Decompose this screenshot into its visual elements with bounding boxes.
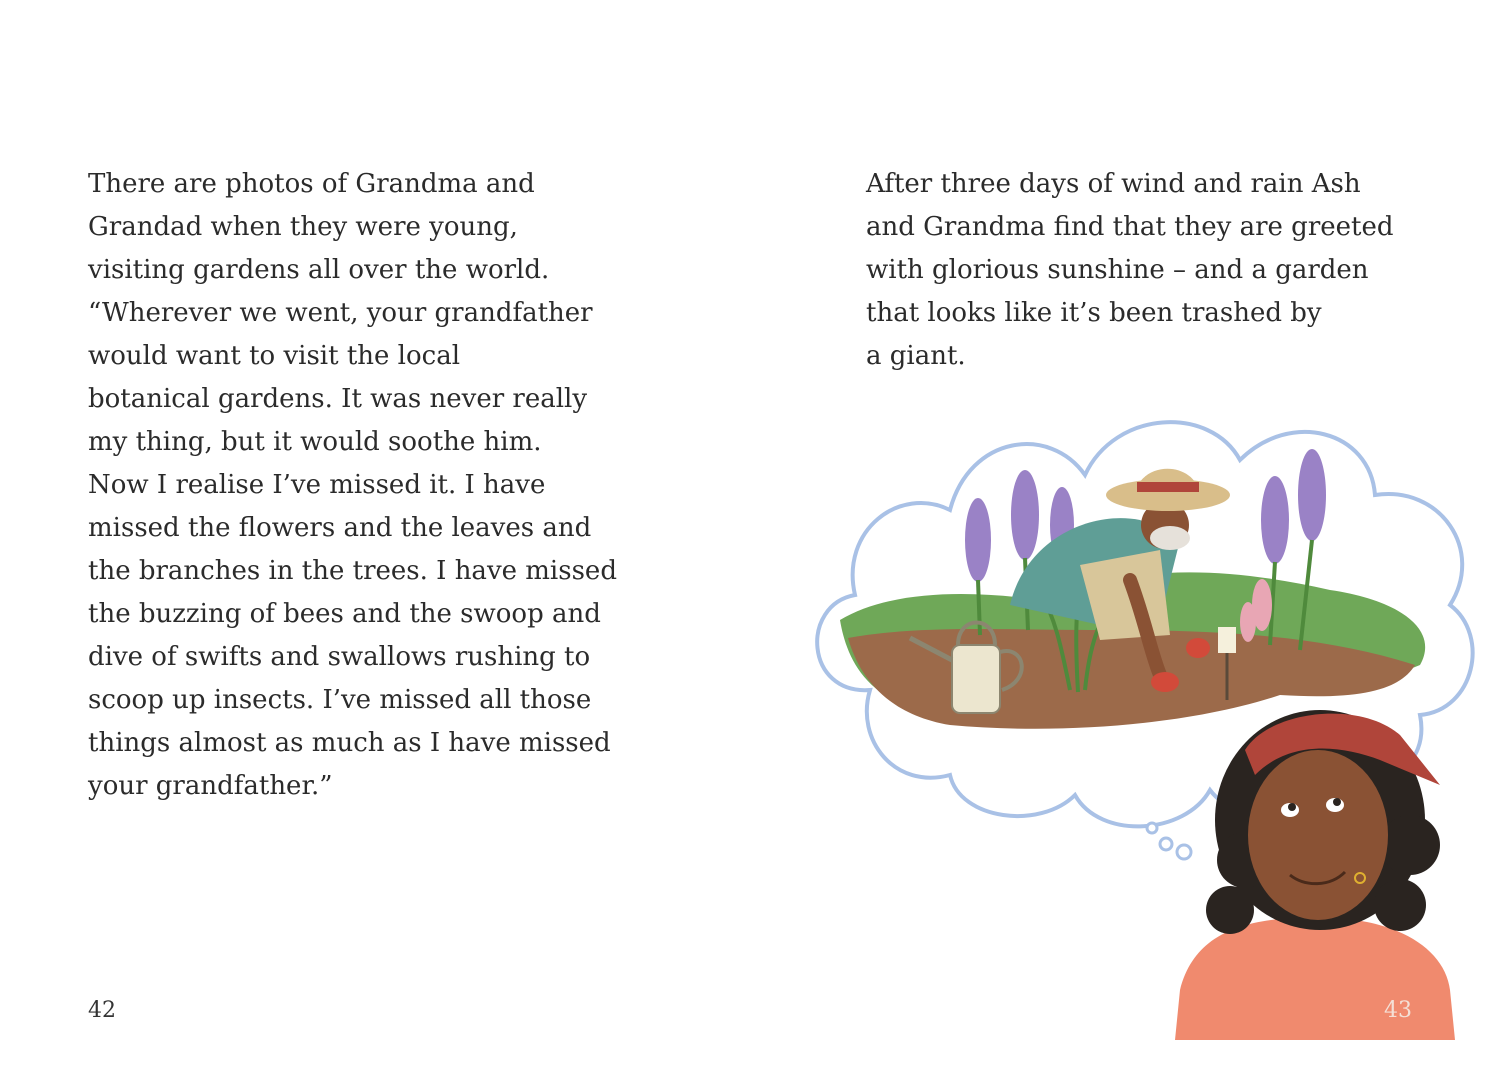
text-line: my thing, but it would soothe him. [88,427,542,457]
text-line: There are photos of Grandma and [88,169,535,199]
text-line: with glorious sunshine – and a garden [866,255,1369,285]
text-line: missed the flowers and the leaves and [88,513,592,543]
text-line: Now I realise I’ve missed it. I have [88,470,546,500]
plant-label-icon [1218,627,1236,653]
text-line: After three days of wind and rain Ash [866,169,1361,199]
text-line: a giant. [866,341,966,371]
text-line: your grandfather.” [88,771,333,801]
text-line: things almost as much as I have missed [88,728,611,758]
text-line: and Grandma find that they are greeted [866,212,1394,242]
text-line: would want to visit the local [88,341,461,371]
text-line: that looks like it’s been trashed by [866,298,1322,328]
text-line: botanical gardens. It was never really [88,384,588,414]
left-page-text [88,163,648,808]
right-page-text [866,163,1426,378]
text-line: visiting gardens all over the world. [88,255,550,285]
grandma-daydream-illustration [800,390,1490,1040]
text-line: “Wherever we went, your grandfather [88,298,593,328]
text-line: the buzzing of bees and the swoop and [88,599,601,629]
text-line: the branches in the trees. I have missed [88,556,617,586]
text-line: scoop up insects. I’ve missed all those [88,685,592,715]
text-line: dive of swifts and swallows rushing to [88,642,591,672]
text-line: Grandad when they were young, [88,212,518,242]
page-number-left: 42 [88,998,116,1023]
page-number-right: 43 [1384,998,1412,1023]
